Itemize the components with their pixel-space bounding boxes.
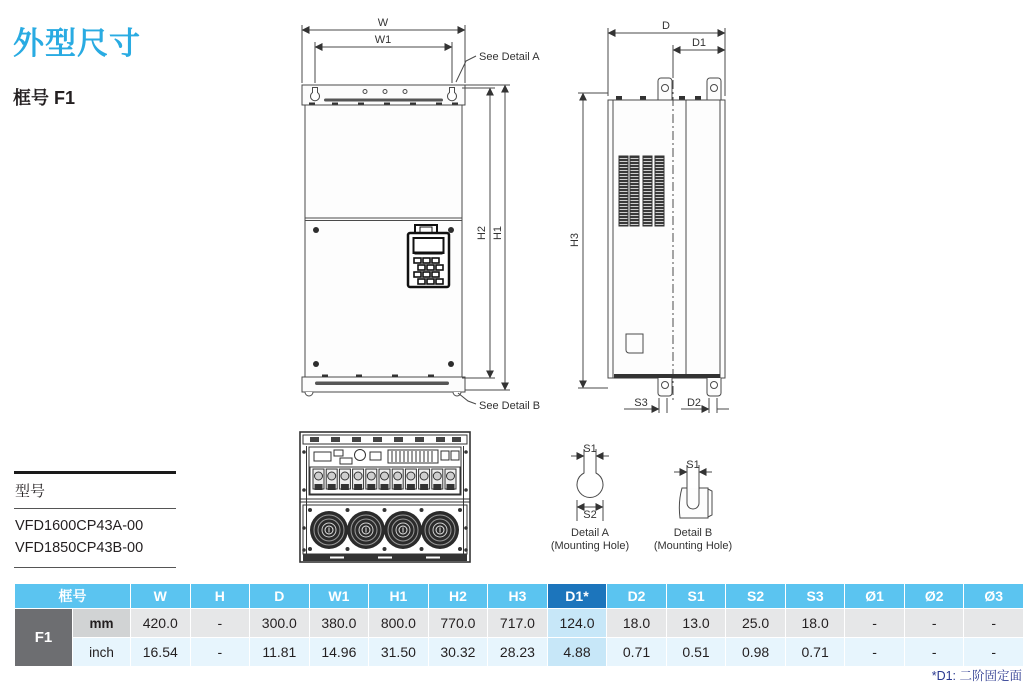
detail-b-s1-label: S1 xyxy=(686,459,700,471)
cell-mm-s2: 25.0 xyxy=(726,609,785,637)
cell-mm-w: 420.0 xyxy=(131,609,190,637)
table-header-row xyxy=(15,584,1023,608)
header-s1: S1 xyxy=(667,584,726,608)
header-frame-group: 框号 xyxy=(15,584,130,608)
detail-a-title: Detail A xyxy=(571,527,609,539)
cell-mm-w1: 380.0 xyxy=(310,609,369,637)
cell-mm-dia2: - xyxy=(905,609,964,637)
d1-footnote: *D1: 二阶固定面 xyxy=(931,669,1022,683)
header-dia3: Ø3 xyxy=(964,584,1023,608)
header-h: H xyxy=(191,584,250,608)
header-h2: H2 xyxy=(429,584,488,608)
table-row-mm xyxy=(15,609,1023,637)
dim-label-h3: H3 xyxy=(569,232,581,248)
dim-label-s3: S3 xyxy=(634,397,648,409)
detail-b-title: Detail B xyxy=(673,527,713,539)
header-dia2: Ø2 xyxy=(905,584,964,608)
header-d2: D2 xyxy=(607,584,666,608)
cell-mm-dia1: - xyxy=(845,609,904,637)
front-view-drawing xyxy=(302,17,540,412)
keypad-graphic xyxy=(408,225,449,287)
cell-inch-h2: 30.32 xyxy=(429,638,488,666)
dim-label-d: D xyxy=(662,20,670,32)
header-h3: H3 xyxy=(488,584,547,608)
cell-inch-d2: 0.71 xyxy=(607,638,666,666)
cell-inch-dia1: - xyxy=(845,638,904,666)
cell-inch-h1: 31.50 xyxy=(369,638,428,666)
unit-cell-inch: inch xyxy=(73,638,130,666)
model-number: VFD1850CP43B-00 xyxy=(15,540,144,556)
table-row-inch xyxy=(15,638,1023,666)
cell-inch-s2: 0.98 xyxy=(726,638,785,666)
cell-mm-h1: 800.0 xyxy=(369,609,428,637)
cell-mm-d1: 124.0 xyxy=(548,609,607,637)
header-dia1: Ø1 xyxy=(845,584,904,608)
cell-inch-w1: 14.96 xyxy=(310,638,369,666)
cell-inch-h: - xyxy=(191,638,250,666)
cell-inch-dia3: - xyxy=(964,638,1023,666)
cell-inch-h3: 28.23 xyxy=(488,638,547,666)
dimensions-table xyxy=(14,583,1024,667)
dim-label-w: W xyxy=(377,17,389,29)
dim-label-d2: D2 xyxy=(686,397,702,409)
cell-mm-d: 300.0 xyxy=(250,609,309,637)
see-detail-a-label: See Detail A xyxy=(479,51,540,63)
cell-mm-s3: 18.0 xyxy=(786,609,845,637)
header-h1: H1 xyxy=(369,584,428,608)
detail-a-subtitle: (Mounting Hole) xyxy=(550,540,630,552)
cell-inch-s1: 0.51 xyxy=(667,638,726,666)
header-w: W xyxy=(131,584,190,608)
header-w1: W1 xyxy=(310,584,369,608)
see-detail-b-label: See Detail B xyxy=(479,400,541,412)
detail-b-drawing xyxy=(654,459,732,552)
header-d1-highlighted: D1* xyxy=(548,584,607,608)
model-number-box xyxy=(14,471,176,568)
detail-a-s2-label: S2 xyxy=(583,509,597,521)
cell-mm-dia3: - xyxy=(964,609,1023,637)
header-d: D xyxy=(250,584,309,608)
cell-mm-h: - xyxy=(191,609,250,637)
cell-mm-h3: 717.0 xyxy=(488,609,547,637)
cell-mm-h2: 770.0 xyxy=(429,609,488,637)
cell-inch-dia2: - xyxy=(905,638,964,666)
model-number: VFD1600CP43A-00 xyxy=(15,518,144,534)
side-view-drawing xyxy=(569,20,729,413)
frame-id-cell: F1 xyxy=(15,609,72,666)
dim-label-h1: H1 xyxy=(492,225,504,241)
detail-a-drawing xyxy=(551,443,629,552)
detail-b-subtitle: (Mounting Hole) xyxy=(653,540,733,552)
cell-mm-d2: 18.0 xyxy=(607,609,666,637)
unit-cell-mm: mm xyxy=(73,609,130,637)
detail-a-s1-label: S1 xyxy=(583,443,597,455)
cell-inch-d: 11.81 xyxy=(250,638,309,666)
dim-label-d1: D1 xyxy=(691,37,707,49)
dim-label-w1: W1 xyxy=(374,34,392,46)
frame-number-label: 框号 F1 xyxy=(13,88,76,108)
cell-inch-w: 16.54 xyxy=(131,638,190,666)
dim-label-h2: H2 xyxy=(476,225,488,241)
cell-inch-d1: 4.88 xyxy=(548,638,607,666)
cell-inch-s3: 0.71 xyxy=(786,638,845,666)
terminal-row xyxy=(313,469,456,490)
cell-mm-s1: 13.0 xyxy=(667,609,726,637)
page-title: 外型尺寸 xyxy=(13,26,141,61)
bottom-view-drawing xyxy=(300,432,470,562)
model-heading: 型号 xyxy=(14,474,176,509)
header-s2: S2 xyxy=(726,584,785,608)
header-s3: S3 xyxy=(786,584,845,608)
